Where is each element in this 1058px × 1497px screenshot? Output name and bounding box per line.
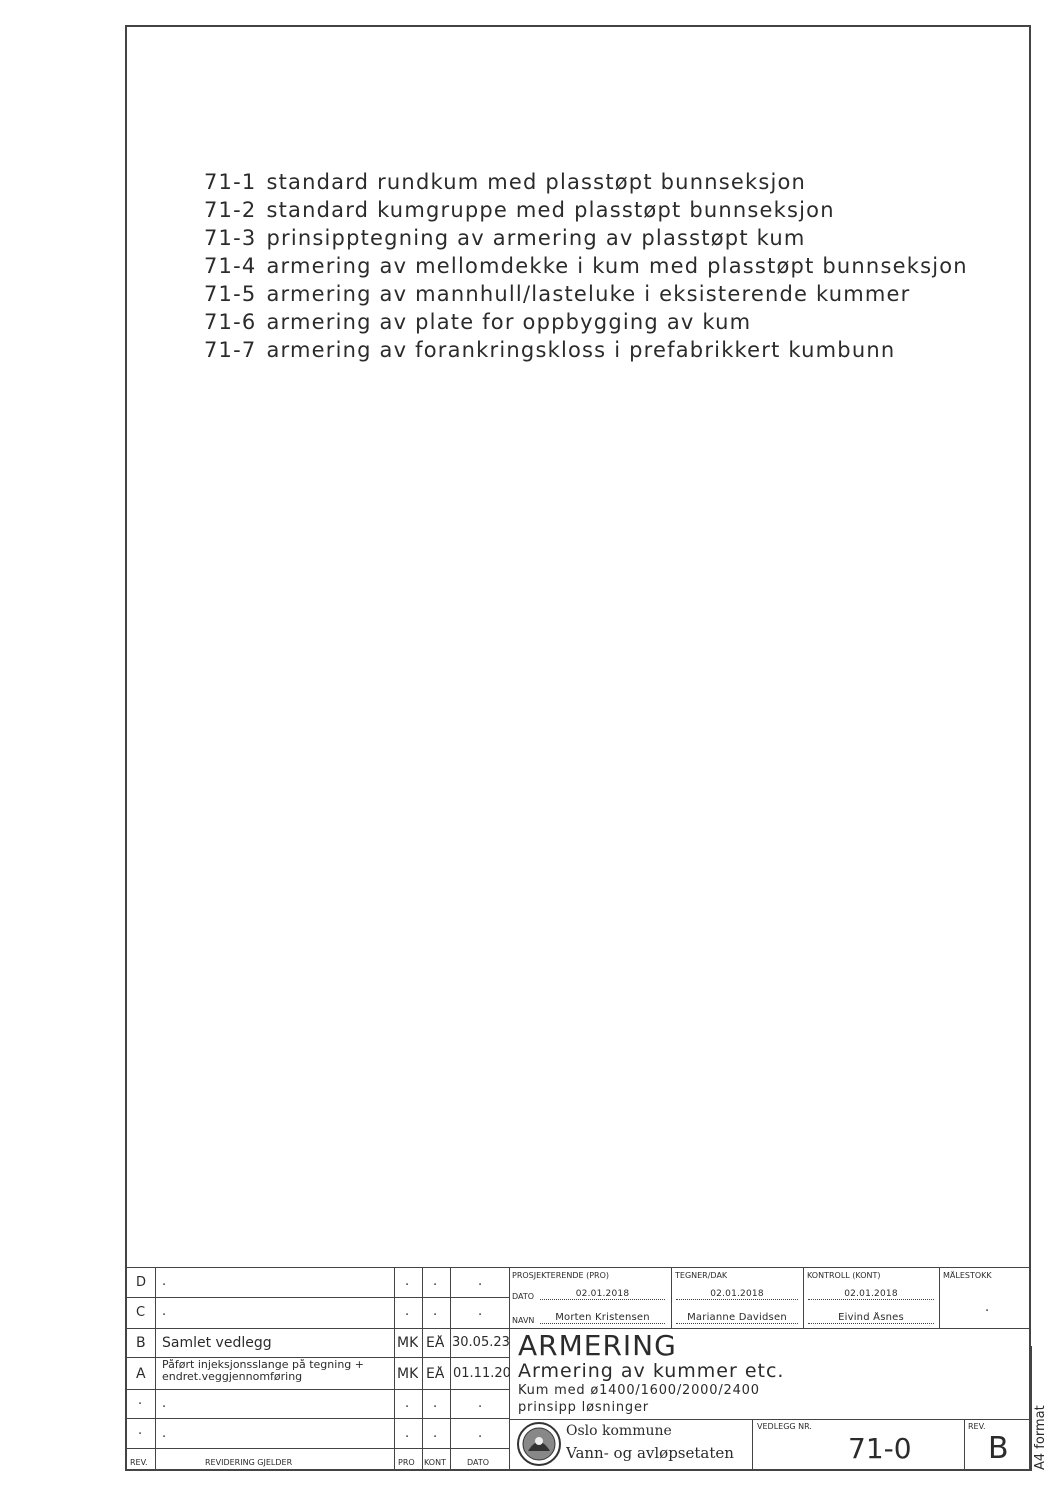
drawing-list-item [204,168,968,196]
drawing-title: prinsipptegning av armering av plasstøpt kum [266,226,806,250]
kontroll-dato: 02.01.2018 [808,1289,934,1300]
rev-kont: EÅ [426,1335,445,1351]
drawing-number: 71-2 [204,198,257,222]
format-label: A4 format [1033,1405,1048,1470]
drawing-number: 71-4 [204,254,257,278]
title-main: ARMERING [518,1329,677,1362]
rev-code: . [138,1423,143,1438]
rev-dato: . [478,1426,483,1441]
rev-description: . [162,1426,167,1441]
org-unit: Vann- og avløpsetaten [566,1444,734,1462]
rev-description: . [162,1396,167,1411]
rev-code: . [138,1393,143,1408]
rev-dato: 30.05.23 [452,1335,510,1350]
rev-pro: . [405,1274,410,1289]
drawing-number: 71-6 [204,310,257,334]
malestokk-label: MÅLESTOKK [943,1271,992,1280]
drawing-number: 71-7 [204,338,257,362]
rev-code: D [136,1275,147,1290]
tegner-label: TEGNER/DAK [675,1271,728,1280]
drawing-list [204,168,968,364]
rev-pro: . [405,1426,410,1441]
rev-header-kont: KONT [424,1458,446,1467]
rev-dato: . [478,1274,483,1289]
rev-dato: . [478,1304,483,1319]
rev-header-dato: DATO [467,1458,490,1467]
rev-kont: EÅ [426,1366,445,1382]
drawing-title: standard rundkum med plasstøpt bunnseksjon [266,170,807,194]
vedlegg-value: 71-0 [848,1432,912,1465]
prosjekterende-label: PROSJEKTERENDE (PRO) [512,1271,610,1280]
org-name: Oslo kommune [566,1423,672,1439]
title-line-4: prinsipp løsninger [518,1400,649,1415]
rev-pro: . [405,1396,410,1411]
drawing-number: 71-5 [204,282,257,306]
rev-description: Samlet vedlegg [162,1335,272,1351]
pro-dato: 02.01.2018 [540,1289,665,1300]
drawing-title: armering av mellomdekke i kum med plasstøpt bunnseksjon [266,254,968,278]
title-line-3: Kum med ø1400/1600/2000/2400 [518,1383,760,1398]
rev-kont: . [433,1396,438,1411]
rev-header-rev: REV. [130,1458,148,1467]
tegner-navn: Marianne Davidsen [676,1312,798,1324]
rev-description: . [162,1274,167,1289]
rev-value: B [988,1431,1009,1466]
kontroll-label: KONTROLL (KONT) [807,1271,881,1280]
drawing-title: standard kumgruppe med plasstøpt bunnseksjon [266,198,835,222]
oslo-kommune-logo [516,1421,562,1467]
rev-pro: . [405,1304,410,1319]
rev-code: C [136,1305,146,1320]
rev-label: REV. [968,1422,986,1431]
rev-description: Påført injeksjonsslange på tegning + endret.veggjennomføring [162,1359,364,1383]
rev-dato: . [478,1396,483,1411]
rev-dato: 01.11.20 [453,1366,511,1381]
drawing-list-item [204,224,968,252]
malestokk-value: . [985,1300,990,1315]
vedlegg-label: VEDLEGG NR. [757,1422,812,1431]
rev-code: A [136,1366,146,1382]
drawing-list-item [204,252,968,280]
drawing-list-item [204,308,968,336]
rev-description: . [162,1304,167,1319]
rev-header-description: REVIDERING GJELDER [205,1458,293,1467]
drawing-list-item [204,336,968,364]
drawing-number: 71-3 [204,226,257,250]
drawing-title: armering av plate for oppbygging av kum [266,310,752,334]
navn-label: NAVN [512,1316,535,1325]
dato-label: DATO [512,1292,535,1301]
drawing-title: armering av forankringskloss i prefabrikkert kumbunn [266,338,896,362]
drawing-list-item [204,196,968,224]
rev-code: B [136,1335,146,1351]
tegner-dato: 02.01.2018 [676,1289,798,1300]
kontroll-navn: Eivind Åsnes [808,1312,934,1324]
drawing-number: 71-1 [204,170,257,194]
rev-kont: . [433,1304,438,1319]
pro-navn: Morten Kristensen [540,1312,665,1324]
drawing-title: armering av mannhull/lasteluke i eksisterende kummer [266,282,911,306]
rev-kont: . [433,1426,438,1441]
rev-kont: . [433,1274,438,1289]
rev-header-pro: PRO [398,1458,415,1467]
rev-pro: MK [397,1335,419,1351]
drawing-list-item [204,280,968,308]
title-sub: Armering av kummer etc. [518,1360,785,1382]
rev-pro: MK [397,1366,419,1382]
